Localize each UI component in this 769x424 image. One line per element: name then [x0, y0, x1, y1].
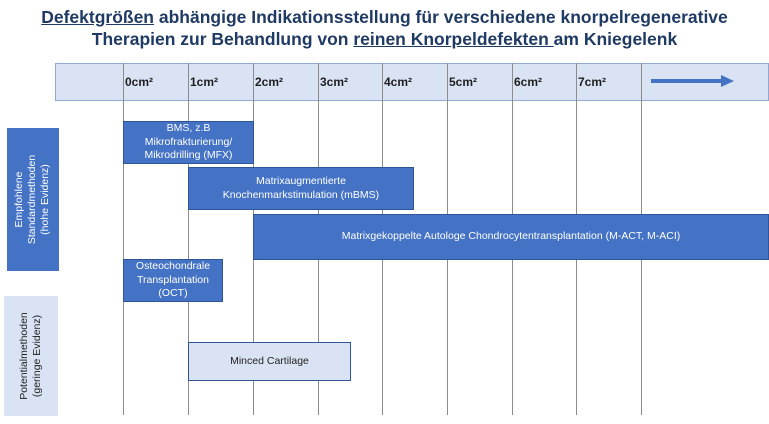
recommended-methods-label — [7, 128, 59, 271]
bms-line-2: Mikrofrakturierung/ — [144, 135, 233, 148]
bms-line-3: Mikrodrilling (MFX) — [144, 149, 233, 162]
method-box-mact — [253, 214, 769, 260]
mact-line-1: Matrixgekoppelte Autologe Chondrocytentransplantation (M-ACT, M-ACI) — [341, 230, 681, 243]
scale-tick-7cm: 7cm² — [578, 75, 607, 89]
title-line-1-text: abhängige Indikationsstellung für verschiedene knorpelregenerative — [154, 7, 728, 27]
scale-tick-6cm: 6cm² — [514, 75, 543, 89]
title-line-1 — [0, 7, 769, 28]
scale-tick-5cm: 5cm² — [449, 75, 478, 89]
title-line-2 — [0, 29, 769, 50]
scale-tick-4cm: 4cm² — [384, 75, 413, 89]
method-box-oct — [123, 259, 223, 302]
mbms-line-1: Matrixaugmentierte — [256, 175, 346, 187]
title-underlined-term: Defektgrößen — [41, 7, 154, 27]
recommended-label-line-2: Standardmethoden — [26, 154, 39, 245]
recommended-label-line-3: (hohe Evidenz) — [39, 164, 52, 235]
method-box-mbms — [188, 167, 414, 210]
arrow-shaft — [651, 79, 723, 83]
potential-label-line-2: (geringe Evidenz) — [31, 314, 44, 398]
method-box-bms — [123, 121, 254, 164]
title-line-2-end: am Kniegelenk — [553, 29, 678, 49]
potential-label-line-1: Potentialmethoden — [18, 312, 31, 400]
potential-methods-label — [4, 296, 58, 416]
title-underlined-defects: reinen Knorpeldefekten — [353, 29, 554, 49]
bms-line-1: BMS, z.B — [166, 122, 211, 135]
scale-tick-2cm: 2cm² — [255, 75, 284, 89]
scale-tick-0cm: 0cm² — [125, 75, 154, 89]
title-line-2-text: Therapien zur Behandlung von — [91, 29, 354, 49]
mbms-line-2: Knochenmarkstimulation (mBMS) — [222, 188, 380, 201]
minced-line-1: Minced Cartilage — [230, 354, 309, 367]
oct-line-3: (OCT) — [158, 287, 188, 300]
oct-line-1: Osteochondrale — [135, 260, 211, 273]
arrow-head — [721, 75, 734, 87]
scale-tick-1cm: 1cm² — [190, 75, 219, 89]
oct-line-2: Transplantation — [136, 273, 209, 286]
method-box-minced-cartilage — [188, 342, 351, 381]
recommended-label-line-1: Empfohlene — [13, 171, 26, 228]
scale-tick-3cm: 3cm² — [320, 75, 349, 89]
grid-line-0 — [123, 63, 124, 415]
